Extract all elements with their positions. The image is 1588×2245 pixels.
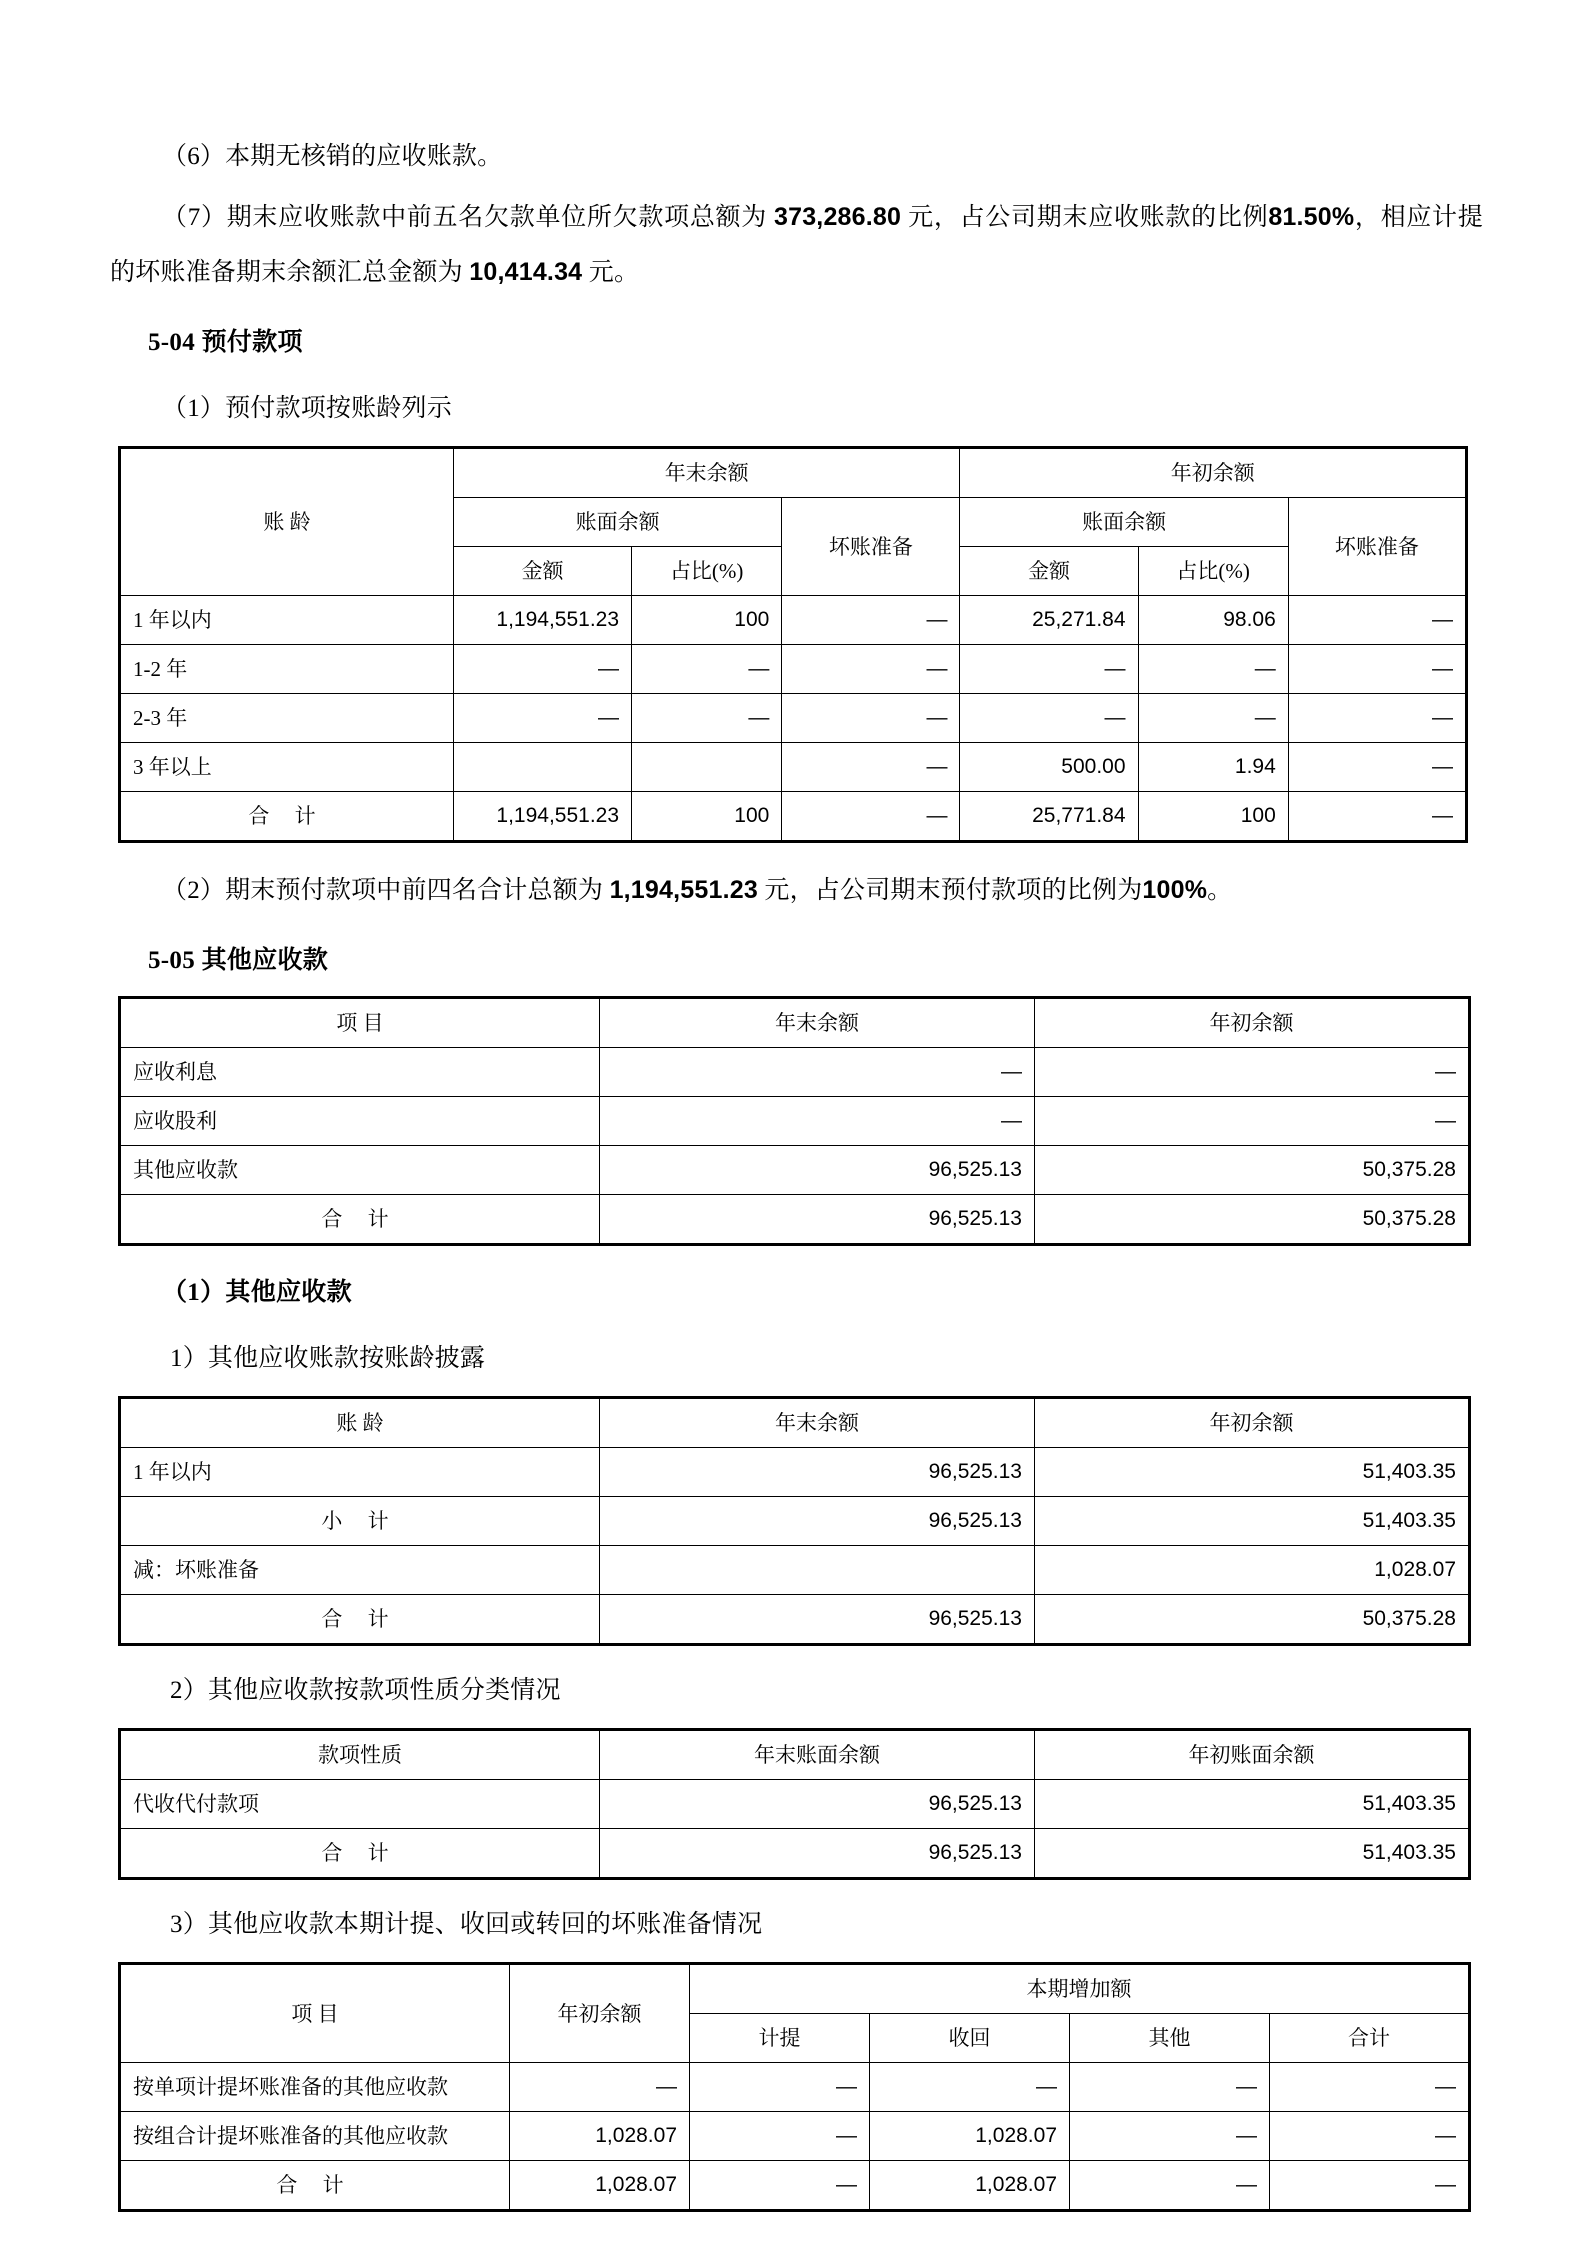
paragraph-7-percent: 81.50% xyxy=(1268,203,1355,231)
cell-begin-bad-debt: — xyxy=(1288,596,1466,645)
cell-year-end: 96,525.13 xyxy=(600,1497,1035,1546)
caption-other-receivables-nature: 2）其他应收款按款项性质分类情况 xyxy=(170,1677,561,1704)
cell-begin-bad-debt: — xyxy=(1288,645,1466,694)
table-row xyxy=(120,645,1467,694)
cell-end-ratio: 100 xyxy=(632,596,782,645)
table-row xyxy=(120,448,1467,498)
cell-total-label: 合 计 xyxy=(120,2161,510,2211)
cell-total-subtotal: — xyxy=(1270,2161,1470,2211)
cell-subtotal: — xyxy=(1270,2112,1470,2161)
header-year-begin: 年初余额 xyxy=(1035,998,1470,1048)
cell-year-begin: 51,403.35 xyxy=(1035,1780,1470,1829)
cell-year-begin: 51,403.35 xyxy=(1035,1448,1470,1497)
cell-item: 应收股利 xyxy=(120,1097,600,1146)
cell-total-year-begin: 50,375.28 xyxy=(1035,1595,1470,1645)
header-year-end: 年末余额 xyxy=(600,1398,1035,1448)
caption-other-receivables-aging: 1）其他应收账款按账龄披露 xyxy=(170,1345,486,1372)
header-year-begin: 年初余额 xyxy=(960,448,1467,498)
header-year-begin: 年初余额 xyxy=(510,1964,690,2063)
table-row xyxy=(120,1448,1470,1497)
paragraph-prepayment-top-four xyxy=(110,863,1483,918)
section-heading-5-05: 5-05 其他应收款 xyxy=(148,947,329,974)
header-increase: 本期增加额 xyxy=(690,1964,1470,2014)
cell-begin-ratio: 1.94 xyxy=(1138,743,1288,792)
paragraph-prepay-percent: 100% xyxy=(1142,876,1208,904)
cell-year-end: — xyxy=(600,1048,1035,1097)
cell-item: 其他应收款 xyxy=(120,1146,600,1195)
cell-end-amount: — xyxy=(453,645,631,694)
cell-total-year-begin: 51,403.35 xyxy=(1035,1829,1470,1879)
cell-year-begin: — xyxy=(510,2063,690,2112)
table-row-total xyxy=(120,792,1467,842)
table-row xyxy=(120,998,1470,1048)
cell-end-bad-debt: — xyxy=(782,743,960,792)
header-aging: 账 龄 xyxy=(120,1398,600,1448)
cell-total-end-bad-debt: — xyxy=(782,792,960,842)
cell-begin-ratio: — xyxy=(1138,645,1288,694)
header-year-end: 年末余额 xyxy=(600,998,1035,1048)
cell-other: — xyxy=(1070,2063,1270,2112)
header-amount-end: 金额 xyxy=(453,547,631,596)
header-recovery: 收回 xyxy=(870,2014,1070,2063)
cell-provision: — xyxy=(690,2112,870,2161)
cell-item: 按单项计提坏账准备的其他应收款 xyxy=(120,2063,510,2112)
table-row xyxy=(120,694,1467,743)
paragraph-7 xyxy=(110,190,1483,300)
cell-year-end: — xyxy=(600,1097,1035,1146)
cell-aging: 3 年以上 xyxy=(120,743,454,792)
cell-year-begin: — xyxy=(1035,1097,1470,1146)
cell-end-bad-debt: — xyxy=(782,645,960,694)
cell-total-provision: — xyxy=(690,2161,870,2211)
cell-year-begin: 1,028.07 xyxy=(510,2112,690,2161)
cell-total-begin-ratio: 100 xyxy=(1138,792,1288,842)
paragraph-prepay-text-3: 。 xyxy=(1207,877,1233,904)
header-ratio-begin: 占比(%) xyxy=(1138,547,1288,596)
header-year-begin: 年初余额 xyxy=(1035,1398,1470,1448)
cell-end-bad-debt: — xyxy=(782,694,960,743)
table-row xyxy=(120,1398,1470,1448)
cell-item: 应收利息 xyxy=(120,1048,600,1097)
table-row xyxy=(120,1964,1470,2014)
cell-other: — xyxy=(1070,2112,1270,2161)
caption-other-receivables-provision: 3）其他应收款本期计提、收回或转回的坏账准备情况 xyxy=(170,1911,763,1938)
cell-end-ratio xyxy=(632,743,782,792)
header-bad-debt-begin: 坏账准备 xyxy=(1288,498,1466,596)
paragraph-7-text-3: ，相应计提的坏账准备期末余额汇总金额为 xyxy=(110,204,1483,286)
table-other-receivables-provision xyxy=(118,1962,1471,2212)
header-other: 其他 xyxy=(1070,2014,1270,2063)
table-row xyxy=(120,1497,1470,1546)
cell-aging: 2-3 年 xyxy=(120,694,454,743)
paragraph-prepay-text-1: （2）期末预付款项中前四名合计总额为 xyxy=(162,877,604,904)
header-year-begin-book: 年初账面余额 xyxy=(1035,1730,1470,1780)
header-year-end: 年末余额 xyxy=(453,448,959,498)
cell-aging: 1 年以内 xyxy=(120,1448,600,1497)
cell-begin-amount: 500.00 xyxy=(960,743,1138,792)
cell-begin-amount: 25,271.84 xyxy=(960,596,1138,645)
table-row-total xyxy=(120,2161,1470,2211)
cell-aging: 1-2 年 xyxy=(120,645,454,694)
cell-total-year-begin: 50,375.28 xyxy=(1035,1195,1470,1245)
cell-nature: 代收代付款项 xyxy=(120,1780,600,1829)
cell-subtotal-label: 小 计 xyxy=(120,1497,600,1546)
cell-year-end: 96,525.13 xyxy=(600,1448,1035,1497)
paragraph-7-amount-1: 373,286.80 xyxy=(774,203,902,231)
cell-year-end: 96,525.13 xyxy=(600,1780,1035,1829)
header-book-balance-end: 账面余额 xyxy=(453,498,781,547)
table-other-receivables-aging xyxy=(118,1396,1471,1646)
table-row xyxy=(120,2112,1470,2161)
table-row xyxy=(120,1780,1470,1829)
cell-total-end-amount: 1,194,551.23 xyxy=(453,792,631,842)
cell-year-begin: 1,028.07 xyxy=(1035,1546,1470,1595)
paragraph-prepay-amount: 1,194,551.23 xyxy=(609,876,758,904)
table-prepayment-aging xyxy=(118,446,1468,843)
paragraph-7-amount-2: 10,414.34 xyxy=(469,258,583,286)
header-item: 项 目 xyxy=(120,1964,510,2063)
cell-year-end xyxy=(600,1546,1035,1595)
subsection-heading-other-receivables: （1）其他应收款 xyxy=(162,1279,352,1306)
cell-total-year-end: 96,525.13 xyxy=(600,1829,1035,1879)
header-subtotal: 合计 xyxy=(1270,2014,1470,2063)
cell-end-ratio: — xyxy=(632,694,782,743)
header-bad-debt-end: 坏账准备 xyxy=(782,498,960,596)
header-provision: 计提 xyxy=(690,2014,870,2063)
cell-total-end-ratio: 100 xyxy=(632,792,782,842)
cell-provision: — xyxy=(690,2063,870,2112)
cell-total-begin-amount: 25,771.84 xyxy=(960,792,1138,842)
section-heading-5-04: 5-04 预付款项 xyxy=(148,329,303,356)
table-row xyxy=(120,2063,1470,2112)
paragraph-7-text-4: 元。 xyxy=(588,259,640,286)
header-item: 项 目 xyxy=(120,998,600,1048)
cell-recovery: 1,028.07 xyxy=(870,2112,1070,2161)
cell-total-year-end: 96,525.13 xyxy=(600,1595,1035,1645)
table-row-total xyxy=(120,1829,1470,1879)
table-row-total xyxy=(120,1195,1470,1245)
cell-year-end: 96,525.13 xyxy=(600,1146,1035,1195)
cell-aging: 减：坏账准备 xyxy=(120,1546,600,1595)
cell-total-year-end: 96,525.13 xyxy=(600,1195,1035,1245)
cell-subtotal: — xyxy=(1270,2063,1470,2112)
cell-total-label: 合 计 xyxy=(120,1829,600,1879)
table-row xyxy=(120,1048,1470,1097)
cell-begin-ratio: 98.06 xyxy=(1138,596,1288,645)
header-amount-begin: 金额 xyxy=(960,547,1138,596)
header-aging: 账 龄 xyxy=(120,448,454,596)
paragraph-6: （6）本期无核销的应收账款。 xyxy=(162,143,503,170)
cell-end-amount xyxy=(453,743,631,792)
cell-total-label: 合 计 xyxy=(120,1195,600,1245)
cell-end-bad-debt: — xyxy=(782,596,960,645)
table-row-total xyxy=(120,1595,1470,1645)
table-row xyxy=(120,1546,1470,1595)
paragraph-7-text-2: 元，占公司期末应收账款的比例 xyxy=(908,204,1269,231)
header-year-end-book: 年末账面余额 xyxy=(600,1730,1035,1780)
cell-begin-amount: — xyxy=(960,694,1138,743)
cell-end-amount: — xyxy=(453,694,631,743)
table-row xyxy=(120,1097,1470,1146)
cell-total-label: 合 计 xyxy=(120,1595,600,1645)
caption-prepay-aging: （1）预付款项按账龄列示 xyxy=(162,395,452,422)
cell-total-year-begin: 1,028.07 xyxy=(510,2161,690,2211)
table-row xyxy=(120,743,1467,792)
table-other-receivables-nature xyxy=(118,1728,1471,1880)
cell-end-ratio: — xyxy=(632,645,782,694)
cell-total-begin-bad-debt: — xyxy=(1288,792,1466,842)
paragraph-7-text-1: （7）期末应收账款中前五名欠款单位所欠款项总额为 xyxy=(162,204,768,231)
cell-begin-bad-debt: — xyxy=(1288,743,1466,792)
header-ratio-end: 占比(%) xyxy=(632,547,782,596)
table-row xyxy=(120,1730,1470,1780)
cell-recovery: — xyxy=(870,2063,1070,2112)
table-row xyxy=(120,596,1467,645)
cell-begin-amount: — xyxy=(960,645,1138,694)
cell-year-begin: 51,403.35 xyxy=(1035,1497,1470,1546)
cell-total-other: — xyxy=(1070,2161,1270,2211)
cell-total-label: 合 计 xyxy=(120,792,454,842)
table-row xyxy=(120,1146,1470,1195)
cell-begin-ratio: — xyxy=(1138,694,1288,743)
cell-item: 按组合计提坏账准备的其他应收款 xyxy=(120,2112,510,2161)
table-other-receivables-summary xyxy=(118,996,1471,1246)
cell-year-begin: 50,375.28 xyxy=(1035,1146,1470,1195)
cell-begin-bad-debt: — xyxy=(1288,694,1466,743)
cell-end-amount: 1,194,551.23 xyxy=(453,596,631,645)
cell-year-begin: — xyxy=(1035,1048,1470,1097)
cell-total-recovery: 1,028.07 xyxy=(870,2161,1070,2211)
paragraph-prepay-text-2: 元，占公司期末预付款项的比例为 xyxy=(764,877,1143,904)
header-book-balance-begin: 账面余额 xyxy=(960,498,1288,547)
cell-aging: 1 年以内 xyxy=(120,596,454,645)
header-nature: 款项性质 xyxy=(120,1730,600,1780)
